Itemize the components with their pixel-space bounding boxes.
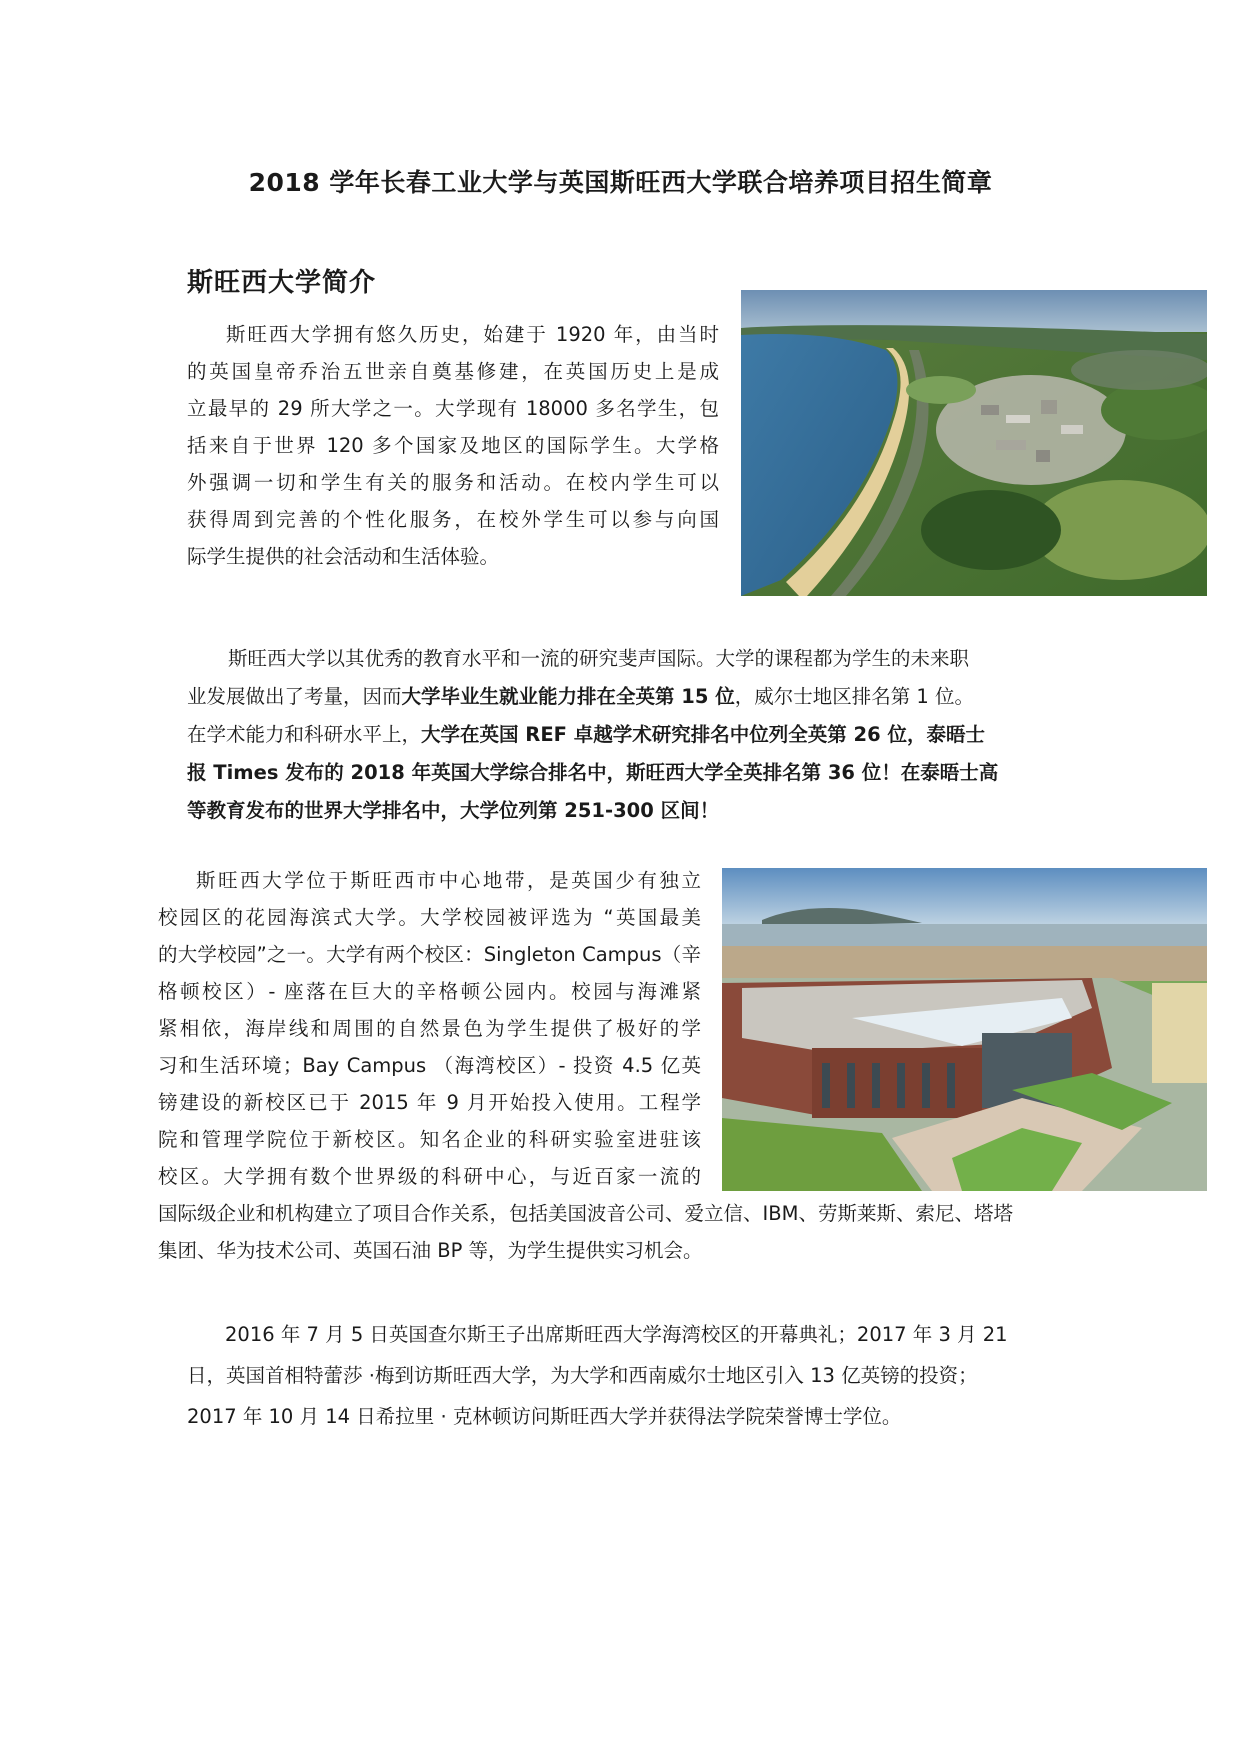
paragraph-history xyxy=(187,316,719,575)
text-segment: 业发展做出了考量，因而 xyxy=(187,685,402,708)
highlight-text: 报 Times 发布的 2018 年英国大学综合排名中，斯旺西大学全英排名第 36 位！在泰晤士高 xyxy=(187,761,999,784)
highlight-text: 大学毕业生就业能力排在全英第 15 位 xyxy=(401,685,735,708)
text-line: 习和生活环境；Bay Campus （海湾校区）- 投资 4.5 亿英 xyxy=(158,1054,701,1077)
paragraph-partners xyxy=(158,1195,1120,1269)
highlight-text: 等教育发布的世界大学排名中，大学位列第 251-300 区间！ xyxy=(187,799,720,822)
text-line: 斯旺西大学以其优秀的教育水平和一流的研究斐声国际。大学的课程都为学生的未来职 xyxy=(228,647,970,670)
text-line: 院和管理学院位于新校区。知名企业的科研实验室进驻该 xyxy=(158,1128,701,1151)
text-line xyxy=(187,754,1053,792)
paragraph-visits xyxy=(187,1314,1047,1437)
page-title: 2018 学年长春工业大学与英国斯旺西大学联合培养项目招生简章 xyxy=(248,168,993,197)
aerial-campus-photo xyxy=(741,290,1207,596)
bay-campus-photo xyxy=(722,868,1207,1191)
text-line: 校区。大学拥有数个世界级的科研中心，与近百家一流的 xyxy=(158,1165,701,1188)
text-line: 外强调一切和学生有关的服务和活动。在校内学生可以 xyxy=(187,471,719,494)
text-line: 斯旺西大学拥有悠久历史，始建于 1920 年，由当时 xyxy=(226,323,719,346)
text-line: 镑建设的新校区已于 2015 年 9 月开始投入使用。工程学 xyxy=(158,1091,701,1114)
text-line: 斯旺西大学位于斯旺西市中心地带，是英国少有独立 xyxy=(196,869,701,892)
text-line xyxy=(187,678,1053,716)
highlight-text: 大学在英国 REF 卓越学术研究排名中位列全英第 26 位，泰晤士 xyxy=(421,723,985,746)
text-line: 的英国皇帝乔治五世亲自奠基修建，在英国历史上是成 xyxy=(187,360,719,383)
text-line: 格顿校区）- 座落在巨大的辛格顿公园内。校园与海滩紧 xyxy=(158,980,701,1003)
text-line: 国际级企业和机构建立了项目合作关系，包括美国波音公司、爱立信、IBM、劳斯莱斯、索尼、塔塔 xyxy=(158,1202,1013,1225)
text-line xyxy=(187,792,1053,830)
text-line: 的大学校园”之一。大学有两个校区：Singleton Campus（辛 xyxy=(158,943,701,966)
paragraph-rankings xyxy=(187,640,1053,830)
section-heading: 斯旺西大学简介 xyxy=(187,268,377,298)
paragraph-campus xyxy=(158,862,701,1195)
text-line: 括来自于世界 120 多个国家及地区的国际学生。大学格 xyxy=(187,434,719,457)
text-line xyxy=(187,716,1053,754)
text-line: 日，英国首相特蕾莎 ·梅到访斯旺西大学，为大学和西南威尔士地区引入 13 亿英镑的投资； xyxy=(187,1364,978,1387)
text-line: 际学生提供的社会活动和生活体验。 xyxy=(187,545,500,568)
text-line: 获得周到完善的个性化服务，在校外学生可以参与向国 xyxy=(187,508,719,531)
text-segment: 在学术能力和科研水平上， xyxy=(187,723,422,746)
text-line: 立最早的 29 所大学之一。大学现有 18000 多名学生，包 xyxy=(187,397,719,420)
text-line: 紧相依，海岸线和周围的自然景色为学生提供了极好的学 xyxy=(158,1017,701,1040)
text-line: 2016 年 7 月 5 日英国查尔斯王子出席斯旺西大学海湾校区的开幕典礼；2017 年 3 月 21 xyxy=(225,1323,1008,1346)
text-segment: ，威尔士地区排名第 1 位。 xyxy=(734,685,975,708)
text-line: 集团、华为技术公司、英国石油 BP 等，为学生提供实习机会。 xyxy=(158,1239,703,1262)
text-line: 2017 年 10 月 14 日希拉里 · 克林顿访问斯旺西大学并获得法学院荣誉博士学位。 xyxy=(187,1405,902,1428)
text-line: 校园区的花园海滨式大学。大学校园被评选为 “英国最美 xyxy=(158,906,701,929)
